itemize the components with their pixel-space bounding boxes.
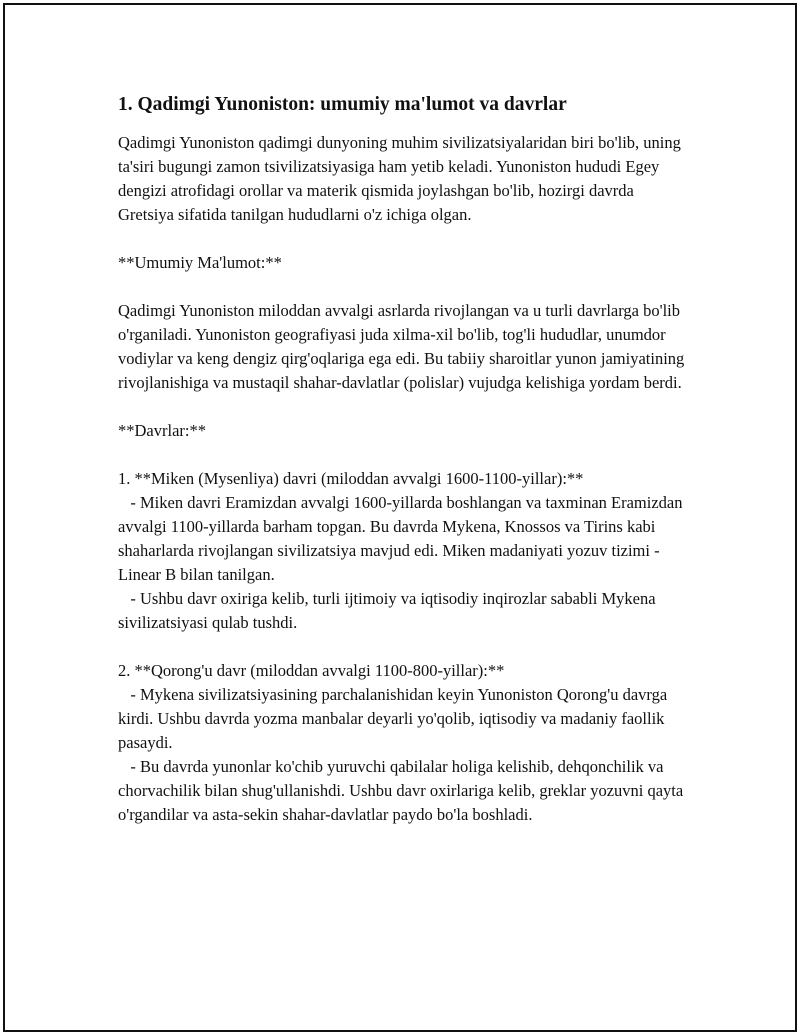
spacer <box>118 635 688 659</box>
period-point: - Bu davrda yunonlar ko'chib yuruvchi qabilalar holiga kelishib, dehqonchilik va chorvachilik bilan shug'ullanishdi. Ushbu davr oxirlariga kelib, greklar yozuvni qayta o'rgandilar va asta-sekin shahar-davlatlar paydo bo'la boshladi. <box>118 757 688 824</box>
intro-paragraph: Qadimgi Yunoniston qadimgi dunyoning muhim sivilizatsiyalaridan biri bo'lib, uning ta'siri bugungi zamon tsivilizatsiyasiga ham yetib keladi. Yunoniston hududi Egey dengizi atrofidagi orollar va materik qismida joylashgan bo'lib, hozirgi davrda Gretsiya sifatida tanilgan hududlarni o'z ichiga olgan. <box>118 133 685 224</box>
document-title: 1. Qadimgi Yunoniston: umumiy ma'lumot va davrlar <box>118 94 567 115</box>
general-paragraph: Qadimgi Yunoniston miloddan avvalgi asrlarda rivojlangan va u turli davrlarga bo'lib o'rganiladi. Yunoniston geografiyasi juda xilma-xil bo'lib, tog'li hududlar, unumdor vodiylar va keng dengiz qirg'oqlariga ega edi. Bu tabiiy sharoitlar yunon jamiyatining rivojlanishiga va mustaqil shahar-davlatlar (polislar) vujudga kelishiga yordam berdi. <box>118 301 689 392</box>
document-body <box>118 92 688 827</box>
period-section-mycenaean <box>118 467 688 635</box>
period-heading: 1. **Miken (Mysenliya) davri (miloddan avvalgi 1600-1100-yillar):** <box>118 469 584 488</box>
period-point: - Ushbu davr oxiriga kelib, turli ijtimoiy va iqtisodiy inqirozlar sababli Mykena sivilizatsiyasi qulab tushdi. <box>118 589 660 632</box>
period-section-dark-age <box>118 659 688 827</box>
periods-heading: **Davrlar:** <box>118 421 206 440</box>
spacer <box>118 227 688 251</box>
spacer <box>118 443 688 467</box>
spacer <box>118 395 688 419</box>
general-heading: **Umumiy Ma'lumot:** <box>118 253 282 272</box>
period-point: - Mykena sivilizatsiyasining parchalanishidan keyin Yunoniston Qorong'u davrga kirdi. Ushbu davrda yozma manbalar deyarli yo'qolib, iqtisodiy va madaniy faollik pasaydi. <box>118 685 672 752</box>
period-heading: 2. **Qorong'u davr (miloddan avvalgi 1100-800-yillar):** <box>118 661 505 680</box>
spacer <box>118 275 688 299</box>
period-point: - Miken davri Eramizdan avvalgi 1600-yillarda boshlangan va taxminan Eramizdan avvalgi 1100-yillarda barham topgan. Bu davrda Mykena, Knossos va Tirins kabi shaharlarda rivojlangan sivilizatsiya mavjud edi. Miken madaniyati yozuv tizimi - Linear B bilan tanilgan. <box>118 493 687 584</box>
